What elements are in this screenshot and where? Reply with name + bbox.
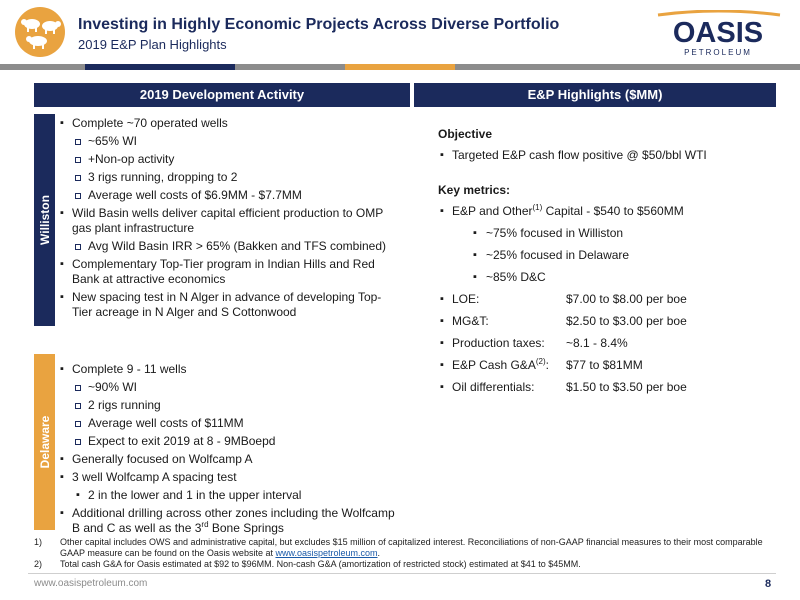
list-item: ▪ Generally focused on Wolfcamp A bbox=[58, 452, 398, 467]
list-item: ~90% WI bbox=[58, 380, 398, 395]
footnote-1: 1) Other capital includes OWS and administrative capital, but excludes $15 million of capitalized interest. Reconciliations of non-GAAP financial measures to their most comparable GAAP measure can be found on the Oasis website at www.oasispetroleum.com. bbox=[34, 537, 763, 558]
metric-row bbox=[438, 358, 778, 373]
metric-value: $77 to $81MM bbox=[566, 358, 643, 372]
key-metrics-label: Key metrics: bbox=[438, 183, 511, 197]
page-number: 8 bbox=[765, 578, 772, 590]
list-item: ▪ 2 in the lower and 1 in the upper interval bbox=[58, 488, 398, 503]
buffalo-emblem-icon bbox=[8, 6, 72, 58]
metric-value: ~8.1 - 8.4% bbox=[566, 336, 628, 350]
capital-item: ▪ E&P and Other$^{(1)}$ Capital - $540 to $560MM bbox=[438, 204, 778, 219]
metric-label: MG&T: bbox=[452, 314, 489, 328]
ep-highlights-heading: E&P Highlights ($MM) bbox=[414, 83, 776, 107]
list-item: 3 rigs running, dropping to 2 bbox=[58, 170, 398, 185]
metric-label: Oil differentials: bbox=[452, 380, 535, 394]
list-item: 2 rigs running bbox=[58, 398, 398, 413]
list-item: ▪ 3 well Wolfcamp A spacing test bbox=[58, 470, 398, 485]
development-activity-heading: 2019 Development Activity bbox=[34, 83, 410, 107]
metric-label: E&P Cash $G\&A^{(2)}$: bbox=[452, 357, 549, 372]
oasis-website-link[interactable]: www.oasispetroleum.com bbox=[275, 548, 378, 558]
williston-list bbox=[58, 116, 398, 323]
list-item: ▪ Wild Basin wells deliver capital efficient production to OMP gas plant infrastructure bbox=[58, 206, 398, 236]
metric-label: LOE: bbox=[452, 292, 480, 306]
delaware-tab: Delaware bbox=[34, 354, 55, 530]
oasis-petroleum-logo bbox=[648, 10, 788, 60]
page-title: Investing in Highly Economic Projects Across Diverse Portfolio bbox=[78, 16, 560, 33]
list-item: +Non-op activity bbox=[58, 152, 398, 167]
footnote-2: 2) Total cash G&A for Oasis estimated at $92 to $96MM. Non-cash G&A (amortization of restricted stock) estimated at $41 to $45MM. bbox=[34, 559, 581, 569]
list-item: Expect to exit 2019 at 8 - 9MBoepd bbox=[58, 434, 398, 449]
metric-value: $2.50 to $3.00 per boe bbox=[566, 314, 687, 328]
metric-row bbox=[438, 292, 778, 307]
capital-sub-item: ▪ ~75% focused in Williston bbox=[438, 226, 778, 241]
delaware-list bbox=[58, 362, 398, 539]
capital-sub-item: ▪ ~85% D&C bbox=[438, 270, 778, 285]
metric-label: Production taxes: bbox=[452, 336, 545, 350]
capital-sub-item: ▪ ~25% focused in Delaware bbox=[438, 248, 778, 263]
list-item: ▪ Complete ~70 operated wells bbox=[58, 116, 398, 131]
list-item: ▪ Additional drilling across other zones including the Wolfcamp B and C as well as the 3rd Bone Springs bbox=[58, 506, 398, 536]
metric-row bbox=[438, 314, 778, 329]
metric-row bbox=[438, 380, 778, 395]
header-color-bar bbox=[0, 64, 800, 70]
footnotes bbox=[34, 537, 784, 570]
footer-url: www.oasispetroleum.com bbox=[34, 578, 148, 589]
objective-label: Objective bbox=[438, 127, 493, 141]
list-item: Average well costs of $6.9MM - $7.7MM bbox=[58, 188, 398, 203]
logo-subtext: PETROLEUM bbox=[684, 48, 752, 57]
footer-divider bbox=[28, 573, 776, 574]
list-item: ~65% WI bbox=[58, 134, 398, 149]
williston-tab: Williston bbox=[34, 114, 55, 326]
metric-row bbox=[438, 336, 778, 351]
metric-value: $1.50 to $3.50 per boe bbox=[566, 380, 687, 394]
list-item: ▪ New spacing test in N Alger in advance of developing Top-Tier acreage in N Alger and S Cottonwood bbox=[58, 290, 398, 320]
list-item: Average well costs of $11MM bbox=[58, 416, 398, 431]
list-item: ▪ Complementary Top-Tier program in Indian Hills and Red Bank at attractive economics bbox=[58, 257, 398, 287]
logo-wordmark: OASIS bbox=[672, 17, 764, 49]
objective-item: ▪ Targeted E&P cash flow positive @ $50/bbl WTI bbox=[438, 148, 778, 163]
list-item: Avg Wild Basin IRR > 65% (Bakken and TFS combined) bbox=[58, 239, 398, 254]
metric-value: $7.00 to $8.00 per boe bbox=[566, 292, 687, 306]
ep-highlights-content bbox=[438, 127, 778, 402]
list-item: ▪ Complete 9 - 11 wells bbox=[58, 362, 398, 377]
page-subtitle: 2019 E&P Plan Highlights bbox=[78, 37, 227, 52]
slide-header bbox=[0, 0, 800, 62]
